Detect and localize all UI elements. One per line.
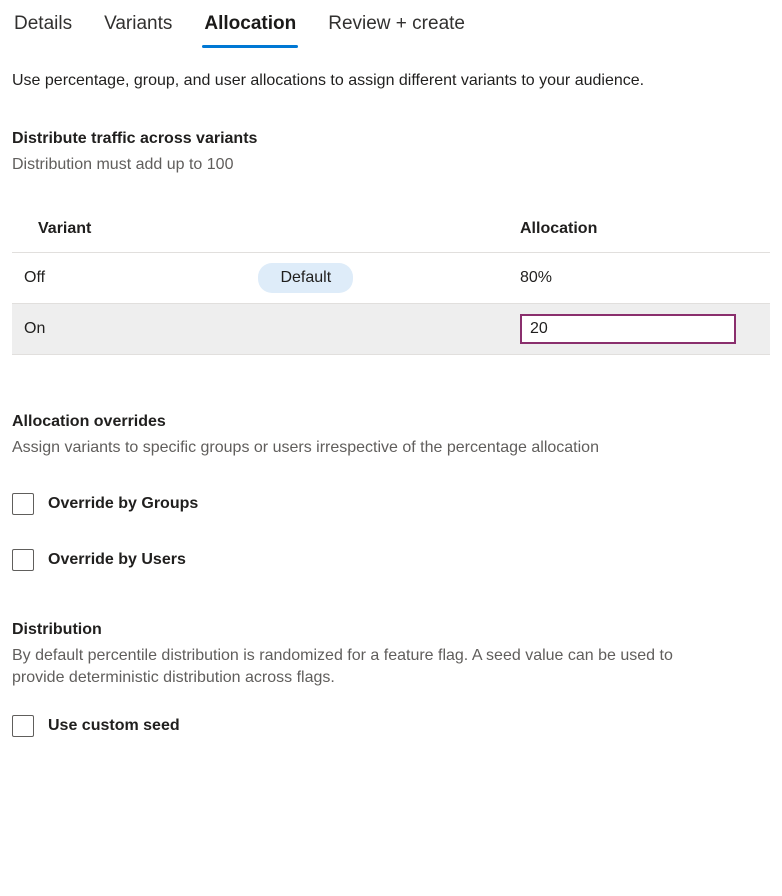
checkbox-label-use-custom-seed: Use custom seed	[48, 717, 180, 734]
wizard-tabs	[0, 0, 782, 48]
variant-cell-on	[12, 304, 498, 355]
allocation-overrides-section	[12, 411, 770, 571]
table-row[interactable]	[12, 253, 770, 304]
column-header-variant: Variant	[12, 220, 498, 253]
tab-allocation[interactable]: Allocation	[202, 8, 298, 48]
tab-variants[interactable]: Variants	[104, 13, 173, 34]
tab-details[interactable]: Details	[14, 13, 73, 34]
column-header-allocation: Allocation	[498, 220, 770, 253]
distribute-title: Distribute traffic across variants	[12, 130, 258, 147]
variant-name-on: On	[24, 320, 46, 337]
tab-review-create[interactable]: Review + create	[328, 13, 465, 34]
checkbox-label-override-groups: Override by Groups	[48, 495, 199, 512]
checkbox-label-override-users: Override by Users	[48, 551, 186, 568]
allocation-table	[12, 220, 770, 355]
overrides-subtitle: Assign variants to specific groups or users irrespective of the percentage allocation	[12, 439, 599, 456]
overrides-title: Allocation overrides	[12, 413, 166, 430]
intro-text: Use percentage, group, and user allocations to assign different variants to your audience.	[12, 72, 645, 89]
status-badge: Default	[258, 263, 353, 293]
checkbox-override-groups[interactable]	[12, 493, 34, 515]
checkbox-row-override-users[interactable]	[12, 549, 770, 571]
allocation-input-on[interactable]	[520, 314, 736, 344]
distribution-subtitle: By default percentile distribution is randomized for a feature flag. A seed value can be used to provide deterministic distribution across flags.	[12, 647, 673, 686]
checkbox-row-use-custom-seed[interactable]	[12, 715, 770, 737]
distribution-section	[12, 619, 770, 737]
allocation-table-body	[12, 253, 770, 355]
distribute-subtitle: Distribution must add up to 100	[12, 156, 234, 173]
checkbox-use-custom-seed[interactable]	[12, 715, 34, 737]
allocation-value-off: 80%	[520, 269, 553, 286]
checkbox-row-override-groups[interactable]	[12, 493, 770, 515]
variant-name-off: Off	[24, 269, 46, 286]
allocation-cell-on	[498, 304, 770, 355]
allocation-cell-off	[498, 253, 770, 304]
allocation-table-head	[12, 220, 770, 253]
table-row[interactable]	[12, 304, 770, 355]
allocation-table-header-row	[12, 220, 770, 253]
allocation-content	[0, 70, 782, 737]
variant-cell-off	[12, 253, 498, 304]
checkbox-override-users[interactable]	[12, 549, 34, 571]
distribution-title: Distribution	[12, 621, 102, 638]
